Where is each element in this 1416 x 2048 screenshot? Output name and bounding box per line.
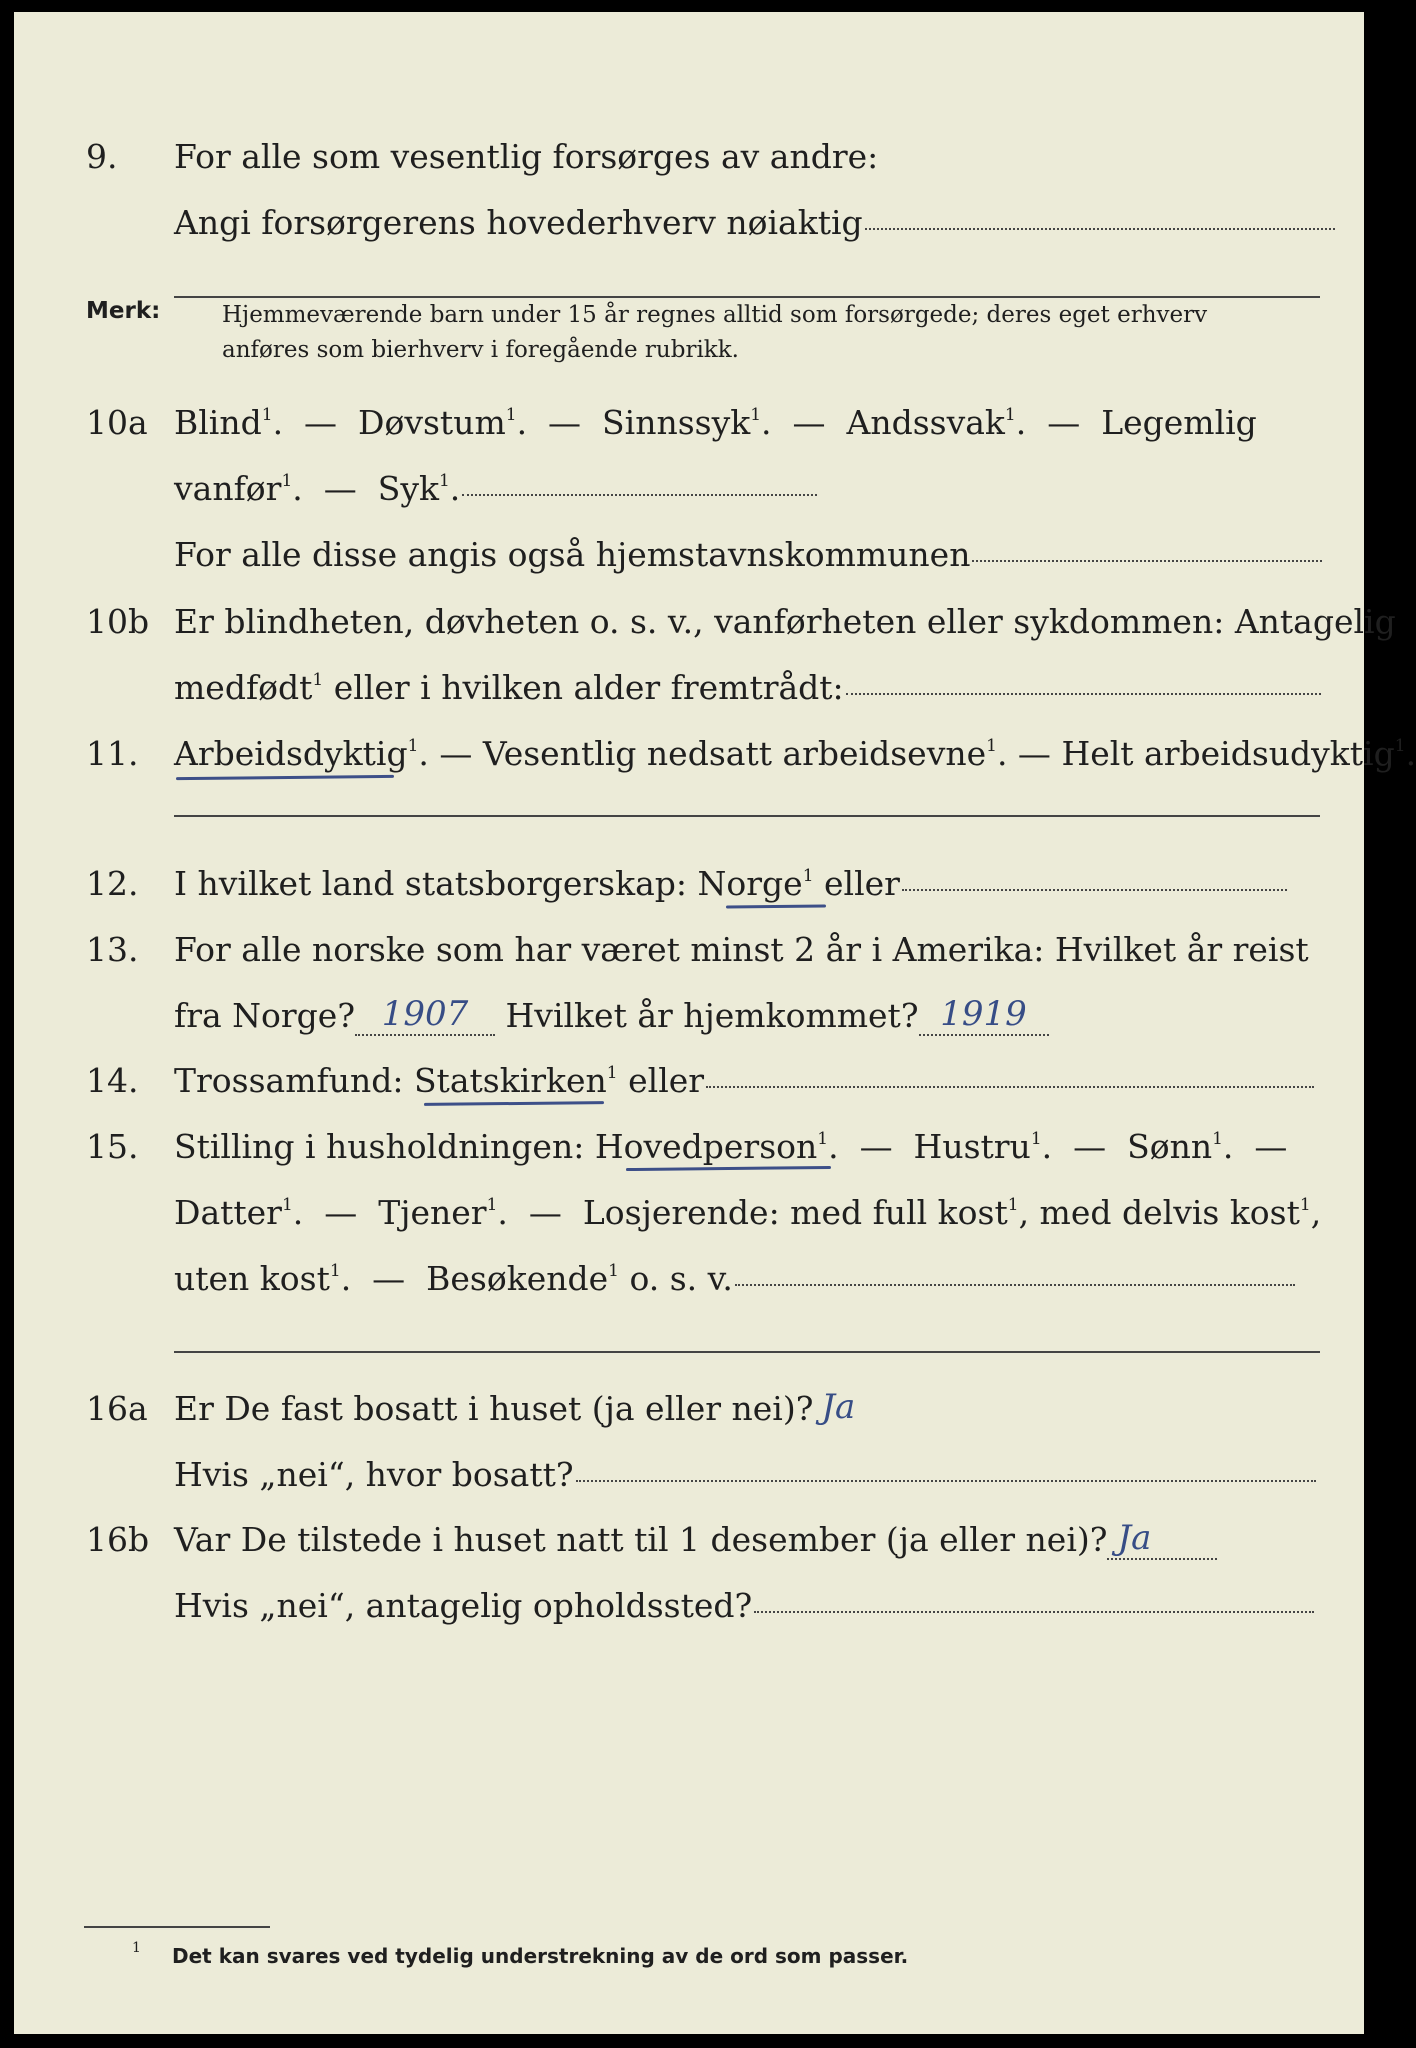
opt-andssvak[interactable]: Andssvak [846,403,1005,442]
opt-udyktig[interactable]: Helt arbeidsudyktig [1061,734,1395,773]
q14-number: 14. [86,1061,139,1100]
q14-line1: Trossamfund: Statskirken$^1$ eller [174,1061,1314,1100]
q9-line2 [174,203,1335,242]
q14-answer-field[interactable] [706,1085,1314,1088]
q16a-question: Er De fast bosatt i huset (ja eller nei)? [174,1389,814,1428]
q15-number: 15. [86,1127,139,1166]
q9-rule [174,296,1320,298]
opt-delvis-kost[interactable]: med delvis kost [1039,1193,1300,1232]
q10a-hjemstavn-field[interactable] [972,559,1322,562]
underline-hovedperson [626,1166,831,1171]
q15-osv: o. s. v. [629,1259,733,1298]
q10a-syk-field[interactable] [462,493,817,496]
q16a-bosatt-field[interactable] [576,1479,1316,1482]
q16b-subquestion: Hvis „nei“, antagelig opholdssted? [174,1586,753,1625]
q13-fra-label: fra Norge? [174,996,356,1035]
opt-losjerende-full[interactable]: Losjerende: med full kost [582,1193,1008,1232]
q13-year-left-answer[interactable]: 1907 [355,994,495,1036]
q16a-line2 [174,1455,1316,1494]
opt-uten-kost[interactable]: uten kost [174,1259,330,1298]
census-form-page [14,12,1416,2034]
q10a-number: 10a [86,403,148,442]
opt-norge[interactable]: Norge [697,864,803,903]
q10b-line1: Er blindheten, døvheten o. s. v., vanførheten eller sykdommen: Antagelig [174,602,1396,641]
opt-blind[interactable]: Blind [174,403,262,442]
opt-hustru[interactable]: Hustru [913,1127,1031,1166]
q16a-number: 16a [86,1389,148,1428]
opt-tjener[interactable]: Tjener [378,1193,487,1232]
q13-hjem-label: Hvilket år hjemkommet? [505,996,919,1035]
q11-number: 11. [86,734,139,773]
q9-text: For alle som vesentlig forsørges av andre: [174,137,879,176]
q10a-hjemstavn-text: For alle disse angis også hjemstavnskommunen [174,535,971,574]
underline-norge [726,904,826,908]
merk-text-line2: anføres som bierhverv i foregående rubrikk. [222,337,739,363]
opt-nedsatt[interactable]: Vesentlig nedsatt arbeidsevne [482,734,987,773]
footnote-rule [84,1926,270,1928]
q15-rule [174,1351,1320,1353]
q10a-line1: Blind$^1$. — Døvstum$^1$. — Sinnssyk$^1$. — Andssvak$^1$. — Legemlig [174,403,1257,442]
q13-line1: For alle norske som har været minst 2 år i Amerika: Hvilket år reist [174,930,1309,969]
opt-hovedperson[interactable]: Hovedperson [594,1127,818,1166]
q10b-answer-field[interactable] [846,692,1321,695]
footnote-text: Det kan svares ved tydelig understrekning av de ord som passer. [172,1944,909,1968]
q15-answer-field[interactable] [735,1283,1295,1286]
q14-prefix: Trossamfund: [174,1061,404,1100]
opt-dovstum[interactable]: Døvstum [358,403,506,442]
underline-arbeidsdyktig [176,775,394,780]
footnote-mark: 1 [132,1940,141,1956]
q16b-number: 16b [86,1520,150,1559]
underline-statskirken [424,1101,604,1106]
q15-line3: uten kost$^1$. — Besøkende$^1$ o. s. v. [174,1259,1295,1298]
q12-line1: I hvilket land statsborgerskap: Norge$^1$ eller [174,864,1287,903]
q16b-question: Var De tilstede i huset natt til 1 desember (ja eller nei)? [174,1520,1108,1559]
q15-line1: Stilling i husholdningen: Hovedperson$^1$. — Hustru$^1$. — Sønn$^1$. — [174,1127,1288,1166]
opt-besokende[interactable]: Besøkende [426,1259,609,1298]
opt-legemlig[interactable]: Legemlig [1101,403,1257,442]
q12-prefix: I hvilket land statsborgerskap: [174,864,688,903]
q9-subtext: Angi forsørgerens hovederhverv nøiaktig [174,203,863,242]
q11-line1: Arbeidsdyktig$^1$. — Vesentlig nedsatt arbeidsevne$^1$. — Helt arbeidsudyktig$^1$. [174,734,1416,773]
q11-rule [174,815,1320,817]
q16a-answer[interactable]: Ja [821,1387,856,1427]
q16a-line1 [174,1389,931,1429]
q10b-number: 10b [86,602,150,641]
opt-sinnssyk[interactable]: Sinnssyk [602,403,751,442]
q15-line2: Datter$^1$. — Tjener$^1$. — Losjerende: med full kost$^1$, med delvis kost$^1$, [174,1193,1322,1232]
q9-answer-field[interactable] [865,227,1335,230]
q16b-answer[interactable]: Ja [1107,1518,1217,1560]
q16a-subquestion: Hvis „nei“, hvor bosatt? [174,1455,574,1494]
opt-medfodt[interactable]: medfødt [174,668,313,707]
opt-datter[interactable]: Datter [174,1193,282,1232]
q10b-line2: medfødt$^1$ eller i hvilken alder fremtrådt: [174,668,1321,707]
q10a-line3 [174,535,1322,574]
q13-line2 [174,996,1049,1038]
q10a-line2: vanfør$^1$. — Syk$^1$. [174,469,817,508]
q13-year-back-answer[interactable]: 1919 [919,994,1049,1036]
q16b-line1 [174,1520,1217,1562]
q16b-opholdssted-field[interactable] [754,1610,1314,1613]
q15-prefix: Stilling i husholdningen: [174,1127,585,1166]
opt-vanfor[interactable]: vanfør [174,469,282,508]
q9-number: 9. [86,137,118,176]
q12-answer-field[interactable] [902,888,1287,891]
opt-statskirken[interactable]: Statskirken [413,1061,607,1100]
q10b-rest: eller i hvilken alder fremtrådt: [333,668,844,707]
q12-number: 12. [86,864,139,903]
q13-number: 13. [86,930,139,969]
opt-syk[interactable]: Syk [377,469,439,508]
q16b-line2 [174,1586,1314,1625]
opt-sonn[interactable]: Sønn [1127,1127,1213,1166]
opt-arbeidsdyktig[interactable]: Arbeidsdyktig [174,734,408,773]
q12-eller: eller [824,864,900,903]
q14-eller: eller [628,1061,705,1100]
merk-label: Merk: [86,298,161,324]
merk-text-line1: Hjemmeværende barn under 15 år regnes alltid som forsørgede; deres eget erhverv [222,302,1208,328]
